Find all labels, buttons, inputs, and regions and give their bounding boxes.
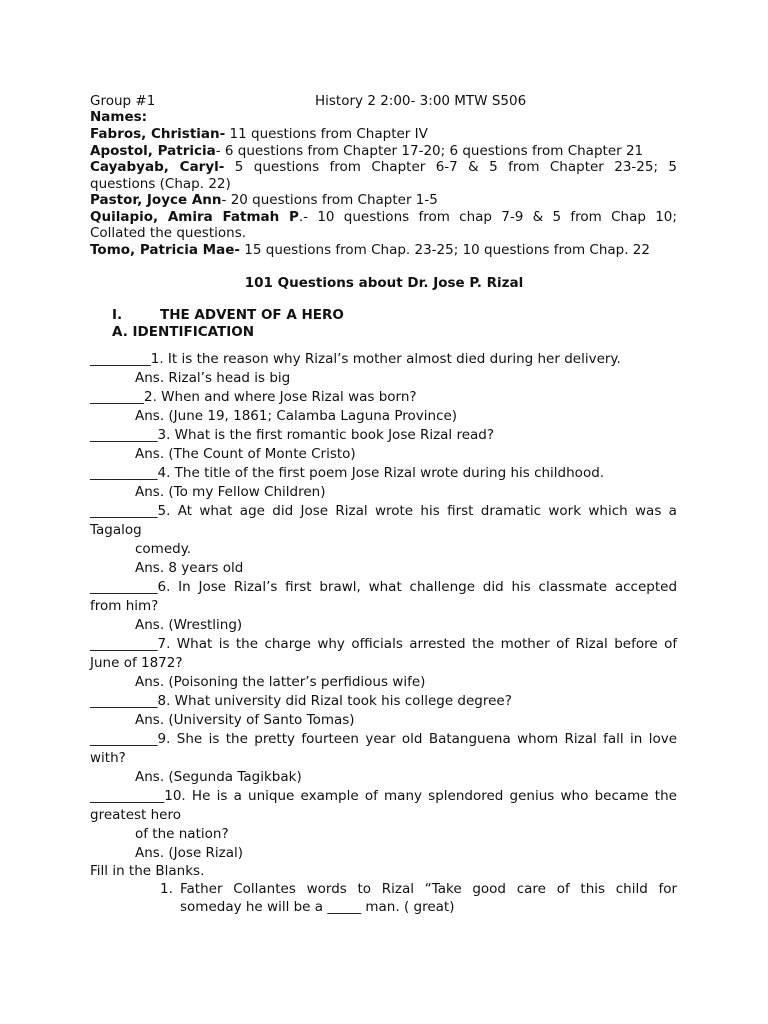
question-cont: from him? — [90, 598, 159, 614]
question: __________9. She is the pretty fourteen year old Batanguena whom Rizal fall in love — [90, 731, 678, 747]
answer: Ans. (June 19, 1861; Calamba Laguna Province) — [135, 408, 458, 424]
fill-blank-item-cont: someday he will be a _____ man. ( great) — [180, 899, 455, 915]
fill-blanks-label: Fill in the Blanks. — [90, 863, 205, 879]
question-cont: June of 1872? — [90, 655, 183, 671]
fill-blank-item: Father Collantes words to Rizal “Take good care of this child for — [180, 881, 678, 897]
question: __________4. The title of the first poem Jose Rizal wrote during his childhood. — [90, 465, 605, 481]
question-cont: Tagalog — [90, 522, 142, 538]
question: _________1. It is the reason why Rizal’s mother almost died during her delivery. — [90, 351, 621, 367]
member-task: - 20 questions from Chapter 1-5 — [221, 192, 438, 208]
member-name: Pastor, Joyce Ann — [90, 192, 222, 208]
answer: Ans. (Segunda Tagikbak) — [135, 769, 302, 785]
member-task: 5 questions from Chapter 6-7 & 5 from Chapter 23-25; 5 — [234, 159, 678, 175]
answer: Ans. (To my Fellow Children) — [135, 484, 326, 500]
answer: Ans. (University of Santo Tomas) — [135, 712, 355, 728]
question: ________2. When and where Jose Rizal was born? — [90, 389, 417, 405]
names-label: Names: — [90, 109, 148, 125]
question-cont: greatest hero — [90, 807, 181, 823]
member-task: 15 questions from Chap. 23-25; 10 questions from Chap. 22 — [239, 242, 650, 258]
question: __________8. What university did Rizal took his college degree? — [90, 693, 512, 709]
answer: Ans. (The Count of Monte Cristo) — [135, 446, 356, 462]
member-name: Cayabyab, Caryl- — [90, 159, 225, 175]
member-name: Quilapio, Amira Fatmah P — [90, 209, 299, 225]
question-cont: comedy. — [135, 541, 192, 557]
question-cont: with? — [90, 750, 126, 766]
list-number: 1. — [160, 881, 173, 897]
member-task-cont: Collated the questions. — [90, 225, 247, 241]
question: __________7. What is the charge why officials arrested the mother of Rizal before of — [90, 636, 678, 652]
member-name: Fabros, Christian- — [90, 126, 226, 142]
subsection-heading: A. IDENTIFICATION — [112, 324, 255, 340]
member-task: - 6 questions from Chapter 17-20; 6 questions from Chapter 21 — [215, 143, 644, 159]
question: ___________10. He is a unique example of many splendored genius who became the — [90, 788, 677, 804]
member-line — [90, 241, 650, 260]
answer: Ans. Rizal’s head is big — [135, 370, 291, 386]
member-task: .- 10 questions from chap 7-9 & 5 from Chap 10; — [298, 209, 677, 225]
answer: Ans. (Poisoning the latter’s perfidious wife) — [135, 674, 426, 690]
member-task: 11 questions from Chapter IV — [225, 126, 428, 142]
section-heading: THE ADVENT OF A HERO — [160, 307, 344, 323]
member-name: Tomo, Patricia Mae- — [90, 242, 240, 258]
answer: Ans. (Jose Rizal) — [135, 845, 244, 861]
member-name: Apostol, Patricia — [90, 143, 216, 159]
document-title: 101 Questions about Dr. Jose P. Rizal — [244, 275, 524, 291]
member-task-cont: questions (Chap. 22) — [90, 176, 231, 192]
answer: Ans. 8 years old — [135, 560, 244, 576]
group-label: Group #1 — [90, 93, 156, 109]
answer: Ans. (Wrestling) — [135, 617, 243, 633]
course-info: History 2 2:00- 3:00 MTW S506 — [315, 93, 527, 109]
question: __________5. At what age did Jose Rizal wrote his first dramatic work which was a — [90, 503, 677, 519]
question-cont: of the nation? — [135, 826, 229, 842]
section-numeral: I. — [112, 307, 123, 323]
question: __________6. In Jose Rizal’s first brawl, what challenge did his classmate accepted — [90, 579, 678, 595]
question: __________3. What is the first romantic book Jose Rizal read? — [90, 427, 495, 443]
